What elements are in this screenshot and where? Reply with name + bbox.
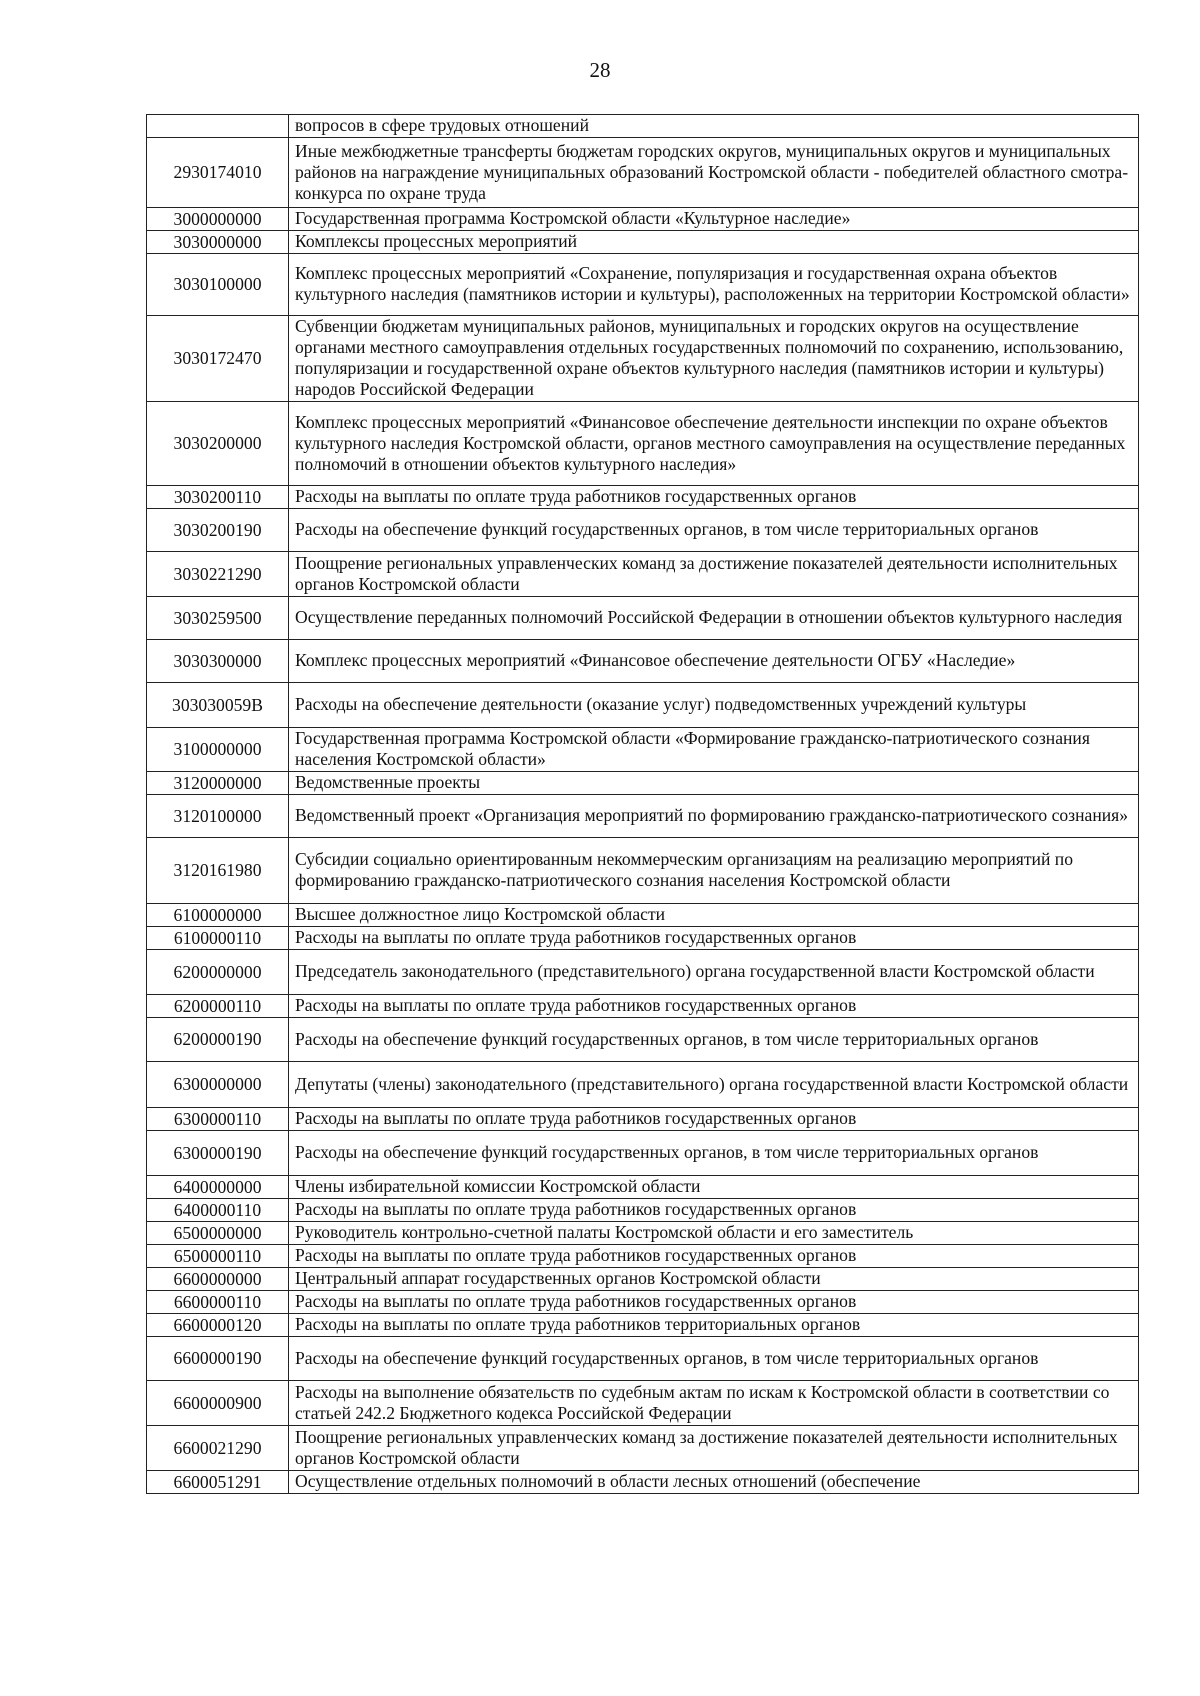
- table-row: [147, 1426, 1139, 1471]
- table-row: [147, 927, 1139, 950]
- row-code: 3030000000: [147, 231, 289, 254]
- table-row: [147, 1314, 1139, 1337]
- row-code: 6600000190: [147, 1337, 289, 1381]
- row-code: 6200000000: [147, 950, 289, 995]
- table-row: [147, 231, 1139, 254]
- table-row: [147, 728, 1139, 772]
- table-row: [147, 316, 1139, 402]
- row-code: 3120000000: [147, 772, 289, 795]
- row-code: 6500000000: [147, 1222, 289, 1245]
- row-code: 6600000000: [147, 1268, 289, 1291]
- row-description: Расходы на обеспечение деятельности (оказание услуг) подведомственных учреждений культуры: [289, 683, 1139, 728]
- row-description: Субсидии социально ориентированным некоммерческим организациям на реализацию мероприятий по формированию гражданско-патриотического сознания населения Костромской области: [289, 838, 1139, 904]
- row-code: 6400000000: [147, 1176, 289, 1199]
- page-number: 28: [589, 58, 611, 82]
- table-row: [147, 995, 1139, 1018]
- row-code: 6600051291: [147, 1471, 289, 1494]
- row-description: Председатель законодательного (представительного) органа государственной власти Костромской области: [289, 950, 1139, 995]
- row-code: 6600000110: [147, 1291, 289, 1314]
- row-description: Ведомственные проекты: [289, 772, 1139, 795]
- row-code: 6100000000: [147, 904, 289, 927]
- row-description: Расходы на выплаты по оплате труда работников государственных органов: [289, 1199, 1139, 1222]
- row-description: Расходы на выполнение обязательств по судебным актам по искам к Костромской области в соответствии со статьей 242.2 Бюджетного кодекса Российской Федерации: [289, 1381, 1139, 1426]
- row-description: Расходы на обеспечение функций государственных органов, в том числе территориальных органов: [289, 1337, 1139, 1381]
- table-row: [147, 640, 1139, 683]
- table-row: [147, 950, 1139, 995]
- table-row: [147, 772, 1139, 795]
- row-code: 3030200000: [147, 402, 289, 486]
- table-row: [147, 1268, 1139, 1291]
- row-code: 3030172470: [147, 316, 289, 402]
- row-code: 3030200190: [147, 509, 289, 552]
- row-code: [147, 115, 289, 138]
- row-description: Осуществление отдельных полномочий в области лесных отношений (обеспечение: [289, 1471, 1139, 1494]
- row-description: Комплекс процессных мероприятий «Финансовое обеспечение деятельности ОГБУ «Наследие»: [289, 640, 1139, 683]
- table-row: [147, 509, 1139, 552]
- table-row: [147, 1471, 1139, 1494]
- row-description: Расходы на выплаты по оплате труда работников государственных органов: [289, 1245, 1139, 1268]
- row-code: 6400000110: [147, 1199, 289, 1222]
- row-description: Осуществление переданных полномочий Российской Федерации в отношении объектов культурного наследия: [289, 597, 1139, 640]
- row-description: Комплексы процессных мероприятий: [289, 231, 1139, 254]
- row-description: Расходы на выплаты по оплате труда работников государственных органов: [289, 1108, 1139, 1131]
- row-code: 6200000110: [147, 995, 289, 1018]
- row-description: Комплекс процессных мероприятий «Финансовое обеспечение деятельности инспекции по охране объектов культурного наследия Костромской области, органов местного самоуправления на осуществление переданных полномочий в отношении объектов культурного наследия»: [289, 402, 1139, 486]
- table-body: [147, 115, 1139, 1494]
- table-row: [147, 1108, 1139, 1131]
- row-code: 6300000000: [147, 1062, 289, 1108]
- table-row: [147, 1337, 1139, 1381]
- row-code: 6600021290: [147, 1426, 289, 1471]
- table-row: [147, 254, 1139, 316]
- row-description: Субвенции бюджетам муниципальных районов, муниципальных и городских округов на осуществление органами местного самоуправления отдельных государственных полномочий по сохранению, использованию, популяризации и государственной охране объектов культурного наследия (памятников истории и культуры) народов Российской Федерации: [289, 316, 1139, 402]
- table-row: [147, 1131, 1139, 1176]
- row-description: Иные межбюджетные трансферты бюджетам городских округов, муниципальных округов и муниципальных районов на награждение муниципальных образований Костромской области - победителей областного смотра-конкурса по охране труда: [289, 138, 1139, 208]
- row-description: Расходы на выплаты по оплате труда работников государственных органов: [289, 486, 1139, 509]
- row-code: 3030221290: [147, 552, 289, 597]
- table-row: [147, 1176, 1139, 1199]
- row-code: 6600000900: [147, 1381, 289, 1426]
- table-row: [147, 1291, 1139, 1314]
- row-code: 2930174010: [147, 138, 289, 208]
- table-row: [147, 402, 1139, 486]
- row-description: Поощрение региональных управленческих команд за достижение показателей деятельности исполнительных органов Костромской области: [289, 552, 1139, 597]
- row-code: 3030300000: [147, 640, 289, 683]
- row-code: 6500000110: [147, 1245, 289, 1268]
- row-code: 3030100000: [147, 254, 289, 316]
- table-row: [147, 1381, 1139, 1426]
- row-description: Государственная программа Костромской области «Формирование гражданско-патриотического сознания населения Костромской области»: [289, 728, 1139, 772]
- row-code: 3120100000: [147, 795, 289, 838]
- table-row: [147, 1062, 1139, 1108]
- table-row: [147, 795, 1139, 838]
- table-row: [147, 138, 1139, 208]
- row-code: 3000000000: [147, 208, 289, 231]
- row-description: Депутаты (члены) законодательного (представительного) органа государственной власти Костромской области: [289, 1062, 1139, 1108]
- row-code: 6200000190: [147, 1018, 289, 1062]
- row-code: 3030259500: [147, 597, 289, 640]
- row-description: Расходы на выплаты по оплате труда работников территориальных органов: [289, 1314, 1139, 1337]
- row-description: Государственная программа Костромской области «Культурное наследие»: [289, 208, 1139, 231]
- row-description: Руководитель контрольно-счетной палаты Костромской области и его заместитель: [289, 1222, 1139, 1245]
- budget-code-table: [146, 114, 1139, 1494]
- row-description: Расходы на обеспечение функций государственных органов, в том числе территориальных органов: [289, 1018, 1139, 1062]
- row-description: Расходы на выплаты по оплате труда работников государственных органов: [289, 927, 1139, 950]
- row-code: 3120161980: [147, 838, 289, 904]
- row-code: 6100000110: [147, 927, 289, 950]
- table-row: [147, 115, 1139, 138]
- row-description: Комплекс процессных мероприятий «Сохранение, популяризация и государственная охрана объектов культурного наследия (памятников истории и культуры), расположенных на территории Костромской области»: [289, 254, 1139, 316]
- row-code: 6300000190: [147, 1131, 289, 1176]
- table-row: [147, 486, 1139, 509]
- table-row: [147, 683, 1139, 728]
- row-code: 3100000000: [147, 728, 289, 772]
- row-description: Ведомственный проект «Организация мероприятий по формированию гражданско-патриотического сознания»: [289, 795, 1139, 838]
- table-row: [147, 208, 1139, 231]
- row-description: Члены избирательной комиссии Костромской области: [289, 1176, 1139, 1199]
- row-code: 6600000120: [147, 1314, 289, 1337]
- table-row: [147, 904, 1139, 927]
- row-description: Высшее должностное лицо Костромской области: [289, 904, 1139, 927]
- row-description: Центральный аппарат государственных органов Костромской области: [289, 1268, 1139, 1291]
- table-row: [147, 597, 1139, 640]
- row-description: Расходы на выплаты по оплате труда работников государственных органов: [289, 995, 1139, 1018]
- table-row: [147, 1018, 1139, 1062]
- row-code: 6300000110: [147, 1108, 289, 1131]
- table-row: [147, 552, 1139, 597]
- row-description: вопросов в сфере трудовых отношений: [289, 115, 1139, 138]
- row-code: 303030059В: [147, 683, 289, 728]
- row-description: Поощрение региональных управленческих команд за достижение показателей деятельности исполнительных органов Костромской области: [289, 1426, 1139, 1471]
- row-description: Расходы на обеспечение функций государственных органов, в том числе территориальных органов: [289, 1131, 1139, 1176]
- table-row: [147, 1245, 1139, 1268]
- table-row: [147, 1222, 1139, 1245]
- row-code: 3030200110: [147, 486, 289, 509]
- row-description: Расходы на обеспечение функций государственных органов, в том числе территориальных органов: [289, 509, 1139, 552]
- table-row: [147, 1199, 1139, 1222]
- table-row: [147, 838, 1139, 904]
- row-description: Расходы на выплаты по оплате труда работников государственных органов: [289, 1291, 1139, 1314]
